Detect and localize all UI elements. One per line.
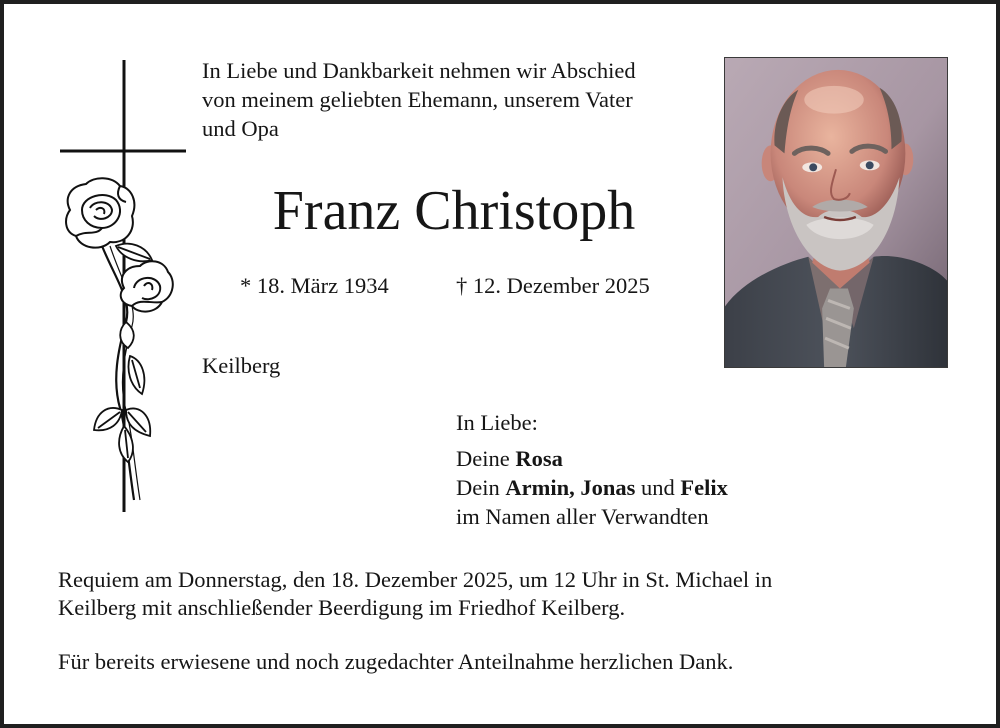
service-info xyxy=(58,566,958,622)
thanks-text: Für bereits erwiesene und noch zugedachter Anteilnahme herzlichen Dank. xyxy=(58,649,734,674)
mourner-prefix: Dein xyxy=(456,475,506,500)
deceased-name: Franz Christoph xyxy=(272,180,636,242)
mourner-line xyxy=(456,444,728,473)
service-line: Keilberg mit anschließender Beerdigung im Friedhof Keilberg. xyxy=(58,595,626,620)
mourner-names: Armin, Jonas xyxy=(505,475,636,500)
birth-date: * 18. März 1934 xyxy=(240,273,389,298)
mourner-name: Felix xyxy=(680,475,728,500)
mourner-conjunction: und xyxy=(635,475,681,500)
mourner-line: im Namen aller Verwandten xyxy=(456,504,709,529)
intro-text xyxy=(202,56,722,143)
cross-with-roses-icon xyxy=(56,60,196,516)
intro-line: und Opa xyxy=(202,116,279,141)
spacer xyxy=(456,437,728,444)
place-name: Keilberg xyxy=(202,353,281,378)
mourner-line xyxy=(456,473,728,502)
portrait-photo xyxy=(724,57,948,368)
intro-line: In Liebe und Dankbarkeit nehmen wir Abschied xyxy=(202,58,636,83)
mourner-prefix: Deine xyxy=(456,446,516,471)
intro-line: von meinem geliebten Ehemann, unserem Vater xyxy=(202,87,633,112)
death-date: † 12. Dezember 2025 xyxy=(456,273,650,298)
service-line: Requiem am Donnerstag, den 18. Dezember 2025, um 12 Uhr in St. Michael in xyxy=(58,567,773,592)
mourners-heading: In Liebe: xyxy=(456,410,538,435)
mourners-block xyxy=(456,408,728,531)
mourner-name: Rosa xyxy=(515,446,563,471)
